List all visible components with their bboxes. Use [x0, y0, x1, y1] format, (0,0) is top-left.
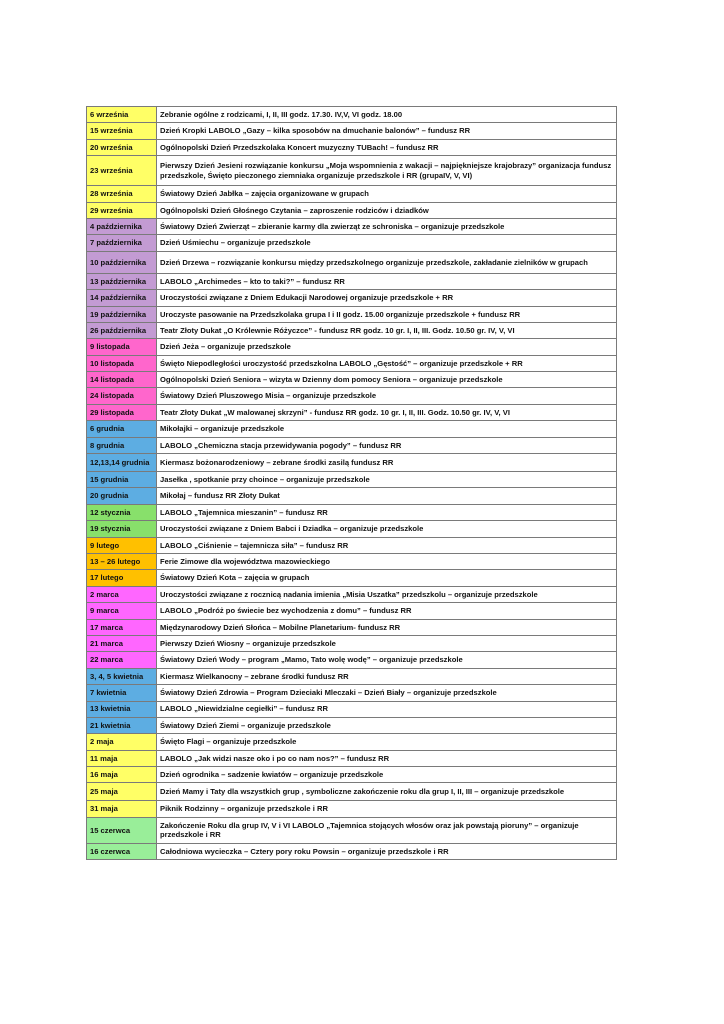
event-description-cell: Światowy Dzień Wody – program „Mamo, Tato wolę wodę” – organizuje przedszkole — [157, 652, 617, 668]
event-date-cell: 16 czerwca — [87, 843, 157, 859]
event-description-cell: Światowy Dzień Kota – zajęcia w grupach — [157, 570, 617, 586]
table-row — [87, 339, 617, 355]
event-date-cell: 9 lutego — [87, 537, 157, 553]
table-row — [87, 404, 617, 420]
table-row — [87, 355, 617, 371]
table-row — [87, 372, 617, 388]
event-date-cell: 21 marca — [87, 635, 157, 651]
event-description-cell: Święto Niepodległości uroczystość przedszkolna LABOLO „Gęstość” – organizuje przedszkole + RR — [157, 355, 617, 371]
table-row — [87, 635, 617, 651]
event-description-cell: Pierwszy Dzień Wiosny – organizuje przedszkole — [157, 635, 617, 651]
events-table — [86, 106, 617, 860]
event-description-cell: Dzień Uśmiechu – organizuje przedszkole — [157, 235, 617, 251]
event-date-cell: 15 września — [87, 123, 157, 139]
event-description-cell: Dzień Kropki LABOLO „Gazy – kilka sposobów na dmuchanie balonów” – fundusz RR — [157, 123, 617, 139]
event-date-cell: 15 czerwca — [87, 817, 157, 843]
table-row — [87, 537, 617, 553]
table-row — [87, 421, 617, 437]
event-description-cell: Światowy Dzień Pluszowego Misia – organizuje przedszkole — [157, 388, 617, 404]
event-date-cell: 2 maja — [87, 734, 157, 750]
event-description-cell: LABOLO „Ciśnienie – tajemnicza siła” – fundusz RR — [157, 537, 617, 553]
table-row — [87, 783, 617, 801]
event-description-cell: Uroczyste pasowanie na Przedszkolaka grupa I i II godz. 15.00 organizuje przedszkole + fundusz RR — [157, 306, 617, 322]
event-date-cell: 20 września — [87, 139, 157, 155]
event-description-cell: Uroczystości związane z rocznicą nadania imienia „Misia Uszatka” przedszkolu – organizuje przedszkole — [157, 586, 617, 602]
table-row — [87, 504, 617, 520]
event-description-cell: Kiermasz bożonarodzeniowy – zebrane środki zasilą fundusz RR — [157, 454, 617, 472]
event-date-cell: 7 października — [87, 235, 157, 251]
table-row — [87, 218, 617, 234]
event-description-cell: Dzień Drzewa – rozwiązanie konkursu między przedszkolnego organizuje przedszkole, zakładanie zielników w grupach — [157, 251, 617, 273]
event-description-cell: Dzień ogrodnika – sadzenie kwiatów – organizuje przedszkole — [157, 767, 617, 783]
events-table-body — [87, 107, 617, 860]
event-description-cell: LABOLO „Niewidzialne cegiełki” – fundusz RR — [157, 701, 617, 717]
table-row — [87, 251, 617, 273]
event-description-cell: Międzynarodowy Dzień Słońca – Mobilne Planetarium- fundusz RR — [157, 619, 617, 635]
table-row — [87, 801, 617, 817]
table-row — [87, 603, 617, 619]
event-date-cell: 6 grudnia — [87, 421, 157, 437]
event-date-cell: 22 marca — [87, 652, 157, 668]
event-description-cell: Uroczystości związane z Dniem Babci i Dziadka – organizuje przedszkole — [157, 521, 617, 537]
table-row — [87, 290, 617, 306]
event-description-cell: Kiermasz Wielkanocny – zebrane środki fundusz RR — [157, 668, 617, 684]
event-date-cell: 16 maja — [87, 767, 157, 783]
event-date-cell: 29 listopada — [87, 404, 157, 420]
event-description-cell: Światowy Dzień Zdrowia – Program Dzieciaki Mleczaki – Dzień Biały – organizuje przedszkole — [157, 685, 617, 701]
event-description-cell: LABOLO „Chemiczna stacja przewidywania pogody” – fundusz RR — [157, 437, 617, 453]
event-description-cell: Piknik Rodzinny – organizuje przedszkole i RR — [157, 801, 617, 817]
event-description-cell: Dzień Jeża – organizuje przedszkole — [157, 339, 617, 355]
table-row — [87, 570, 617, 586]
event-description-cell: Mikołajki – organizuje przedszkole — [157, 421, 617, 437]
table-row — [87, 586, 617, 602]
event-date-cell: 15 grudnia — [87, 472, 157, 488]
table-row — [87, 701, 617, 717]
event-date-cell: 11 maja — [87, 750, 157, 766]
table-row — [87, 388, 617, 404]
table-row — [87, 156, 617, 186]
event-date-cell: 31 maja — [87, 801, 157, 817]
event-date-cell: 26 października — [87, 322, 157, 338]
table-row — [87, 553, 617, 569]
event-date-cell: 2 marca — [87, 586, 157, 602]
event-description-cell: LABOLO „Podróż po świecie bez wychodzenia z domu” – fundusz RR — [157, 603, 617, 619]
event-description-cell: Święto Flagi – organizuje przedszkole — [157, 734, 617, 750]
event-date-cell: 25 maja — [87, 783, 157, 801]
event-date-cell: 6 września — [87, 107, 157, 123]
table-row — [87, 306, 617, 322]
table-row — [87, 322, 617, 338]
table-row — [87, 767, 617, 783]
event-description-cell: Mikołaj – fundusz RR Złoty Dukat — [157, 488, 617, 504]
event-description-cell: LABOLO „Archimedes – kto to taki?” – fundusz RR — [157, 273, 617, 289]
table-row — [87, 488, 617, 504]
table-row — [87, 472, 617, 488]
event-date-cell: 9 marca — [87, 603, 157, 619]
event-date-cell: 7 kwietnia — [87, 685, 157, 701]
table-row — [87, 619, 617, 635]
table-row — [87, 186, 617, 202]
event-date-cell: 12,13,14 grudnia — [87, 454, 157, 472]
event-date-cell: 9 listopada — [87, 339, 157, 355]
table-row — [87, 685, 617, 701]
event-description-cell: Dzień Mamy i Taty dla wszystkich grup , symboliczne zakończenie roku dla grup I, II, III – organizuje przedszkole — [157, 783, 617, 801]
event-date-cell: 8 grudnia — [87, 437, 157, 453]
event-description-cell: Teatr Złoty Dukat „O Królewnie Różyczce” - fundusz RR godz. 10 gr. I, II, III. Godz. 10.50 gr. IV, V, VI — [157, 322, 617, 338]
event-description-cell: Ogólnopolski Dzień Przedszkolaka Koncert muzyczny TUBach! – fundusz RR — [157, 139, 617, 155]
table-row — [87, 843, 617, 859]
event-description-cell: Światowy Dzień Ziemi – organizuje przedszkole — [157, 717, 617, 733]
table-row — [87, 123, 617, 139]
table-row — [87, 521, 617, 537]
event-date-cell: 14 listopada — [87, 372, 157, 388]
table-row — [87, 817, 617, 843]
event-description-cell: Ferie Zimowe dla województwa mazowieckiego — [157, 553, 617, 569]
event-date-cell: 28 września — [87, 186, 157, 202]
event-description-cell: LABOLO „Tajemnica mieszanin” – fundusz RR — [157, 504, 617, 520]
event-description-cell: Całodniowa wycieczka – Cztery pory roku Powsin – organizuje przedszkole i RR — [157, 843, 617, 859]
table-row — [87, 202, 617, 218]
event-date-cell: 20 grudnia — [87, 488, 157, 504]
event-date-cell: 4 października — [87, 218, 157, 234]
table-row — [87, 717, 617, 733]
event-date-cell: 17 lutego — [87, 570, 157, 586]
table-row — [87, 734, 617, 750]
event-date-cell: 12 stycznia — [87, 504, 157, 520]
event-date-cell: 19 października — [87, 306, 157, 322]
event-description-cell: Ogólnopolski Dzień Głośnego Czytania – zaproszenie rodziców i dziadków — [157, 202, 617, 218]
table-row — [87, 235, 617, 251]
event-date-cell: 29 września — [87, 202, 157, 218]
event-date-cell: 13 – 26 lutego — [87, 553, 157, 569]
table-row — [87, 273, 617, 289]
event-description-cell: Uroczystości związane z Dniem Edukacji Narodowej organizuje przedszkole + RR — [157, 290, 617, 306]
event-description-cell: Światowy Dzień Jabłka – zajęcia organizowane w grupach — [157, 186, 617, 202]
event-date-cell: 10 listopada — [87, 355, 157, 371]
event-date-cell: 24 listopada — [87, 388, 157, 404]
event-date-cell: 10 października — [87, 251, 157, 273]
event-date-cell: 21 kwietnia — [87, 717, 157, 733]
event-date-cell: 13 kwietnia — [87, 701, 157, 717]
event-date-cell: 13 października — [87, 273, 157, 289]
event-description-cell: Ogólnopolski Dzień Seniora – wizyta w Dzienny dom pomocy Seniora – organizuje przedszkole — [157, 372, 617, 388]
event-description-cell: Jasełka , spotkanie przy choince – organizuje przedszkole — [157, 472, 617, 488]
table-row — [87, 750, 617, 766]
event-date-cell: 19 stycznia — [87, 521, 157, 537]
event-description-cell: LABOLO „Jak widzi nasze oko i po co nam nos?” – fundusz RR — [157, 750, 617, 766]
event-description-cell: Pierwszy Dzień Jesieni rozwiązanie konkursu „Moja wspomnienia z wakacji – najpiękniejsze krajobrazy” organizacja fundusz przedszkole, Święto pieczonego ziemniaka organizuje przedszkole i RR (grupaIV, V, VI) — [157, 156, 617, 186]
event-date-cell: 23 września — [87, 156, 157, 186]
table-row — [87, 139, 617, 155]
event-description-cell: Zebranie ogólne z rodzicami, I, II, III godz. 17.30. IV,V, VI godz. 18.00 — [157, 107, 617, 123]
event-date-cell: 14 października — [87, 290, 157, 306]
table-row — [87, 668, 617, 684]
table-row — [87, 652, 617, 668]
table-row — [87, 437, 617, 453]
table-row — [87, 454, 617, 472]
event-date-cell: 17 marca — [87, 619, 157, 635]
table-row — [87, 107, 617, 123]
event-description-cell: Światowy Dzień Zwierząt – zbieranie karmy dla zwierząt ze schroniska – organizuje przedszkole — [157, 218, 617, 234]
event-date-cell: 3, 4, 5 kwietnia — [87, 668, 157, 684]
event-description-cell: Teatr Złoty Dukat „W malowanej skrzyni” - fundusz RR godz. 10 gr. I, II, III. Godz. 10.50 gr. IV, V, VI — [157, 404, 617, 420]
event-description-cell: Zakończenie Roku dla grup IV, V i VI LABOLO „Tajemnica stojących włosów oraz jak powstają pioruny” – organizuje przedszkole i RR — [157, 817, 617, 843]
